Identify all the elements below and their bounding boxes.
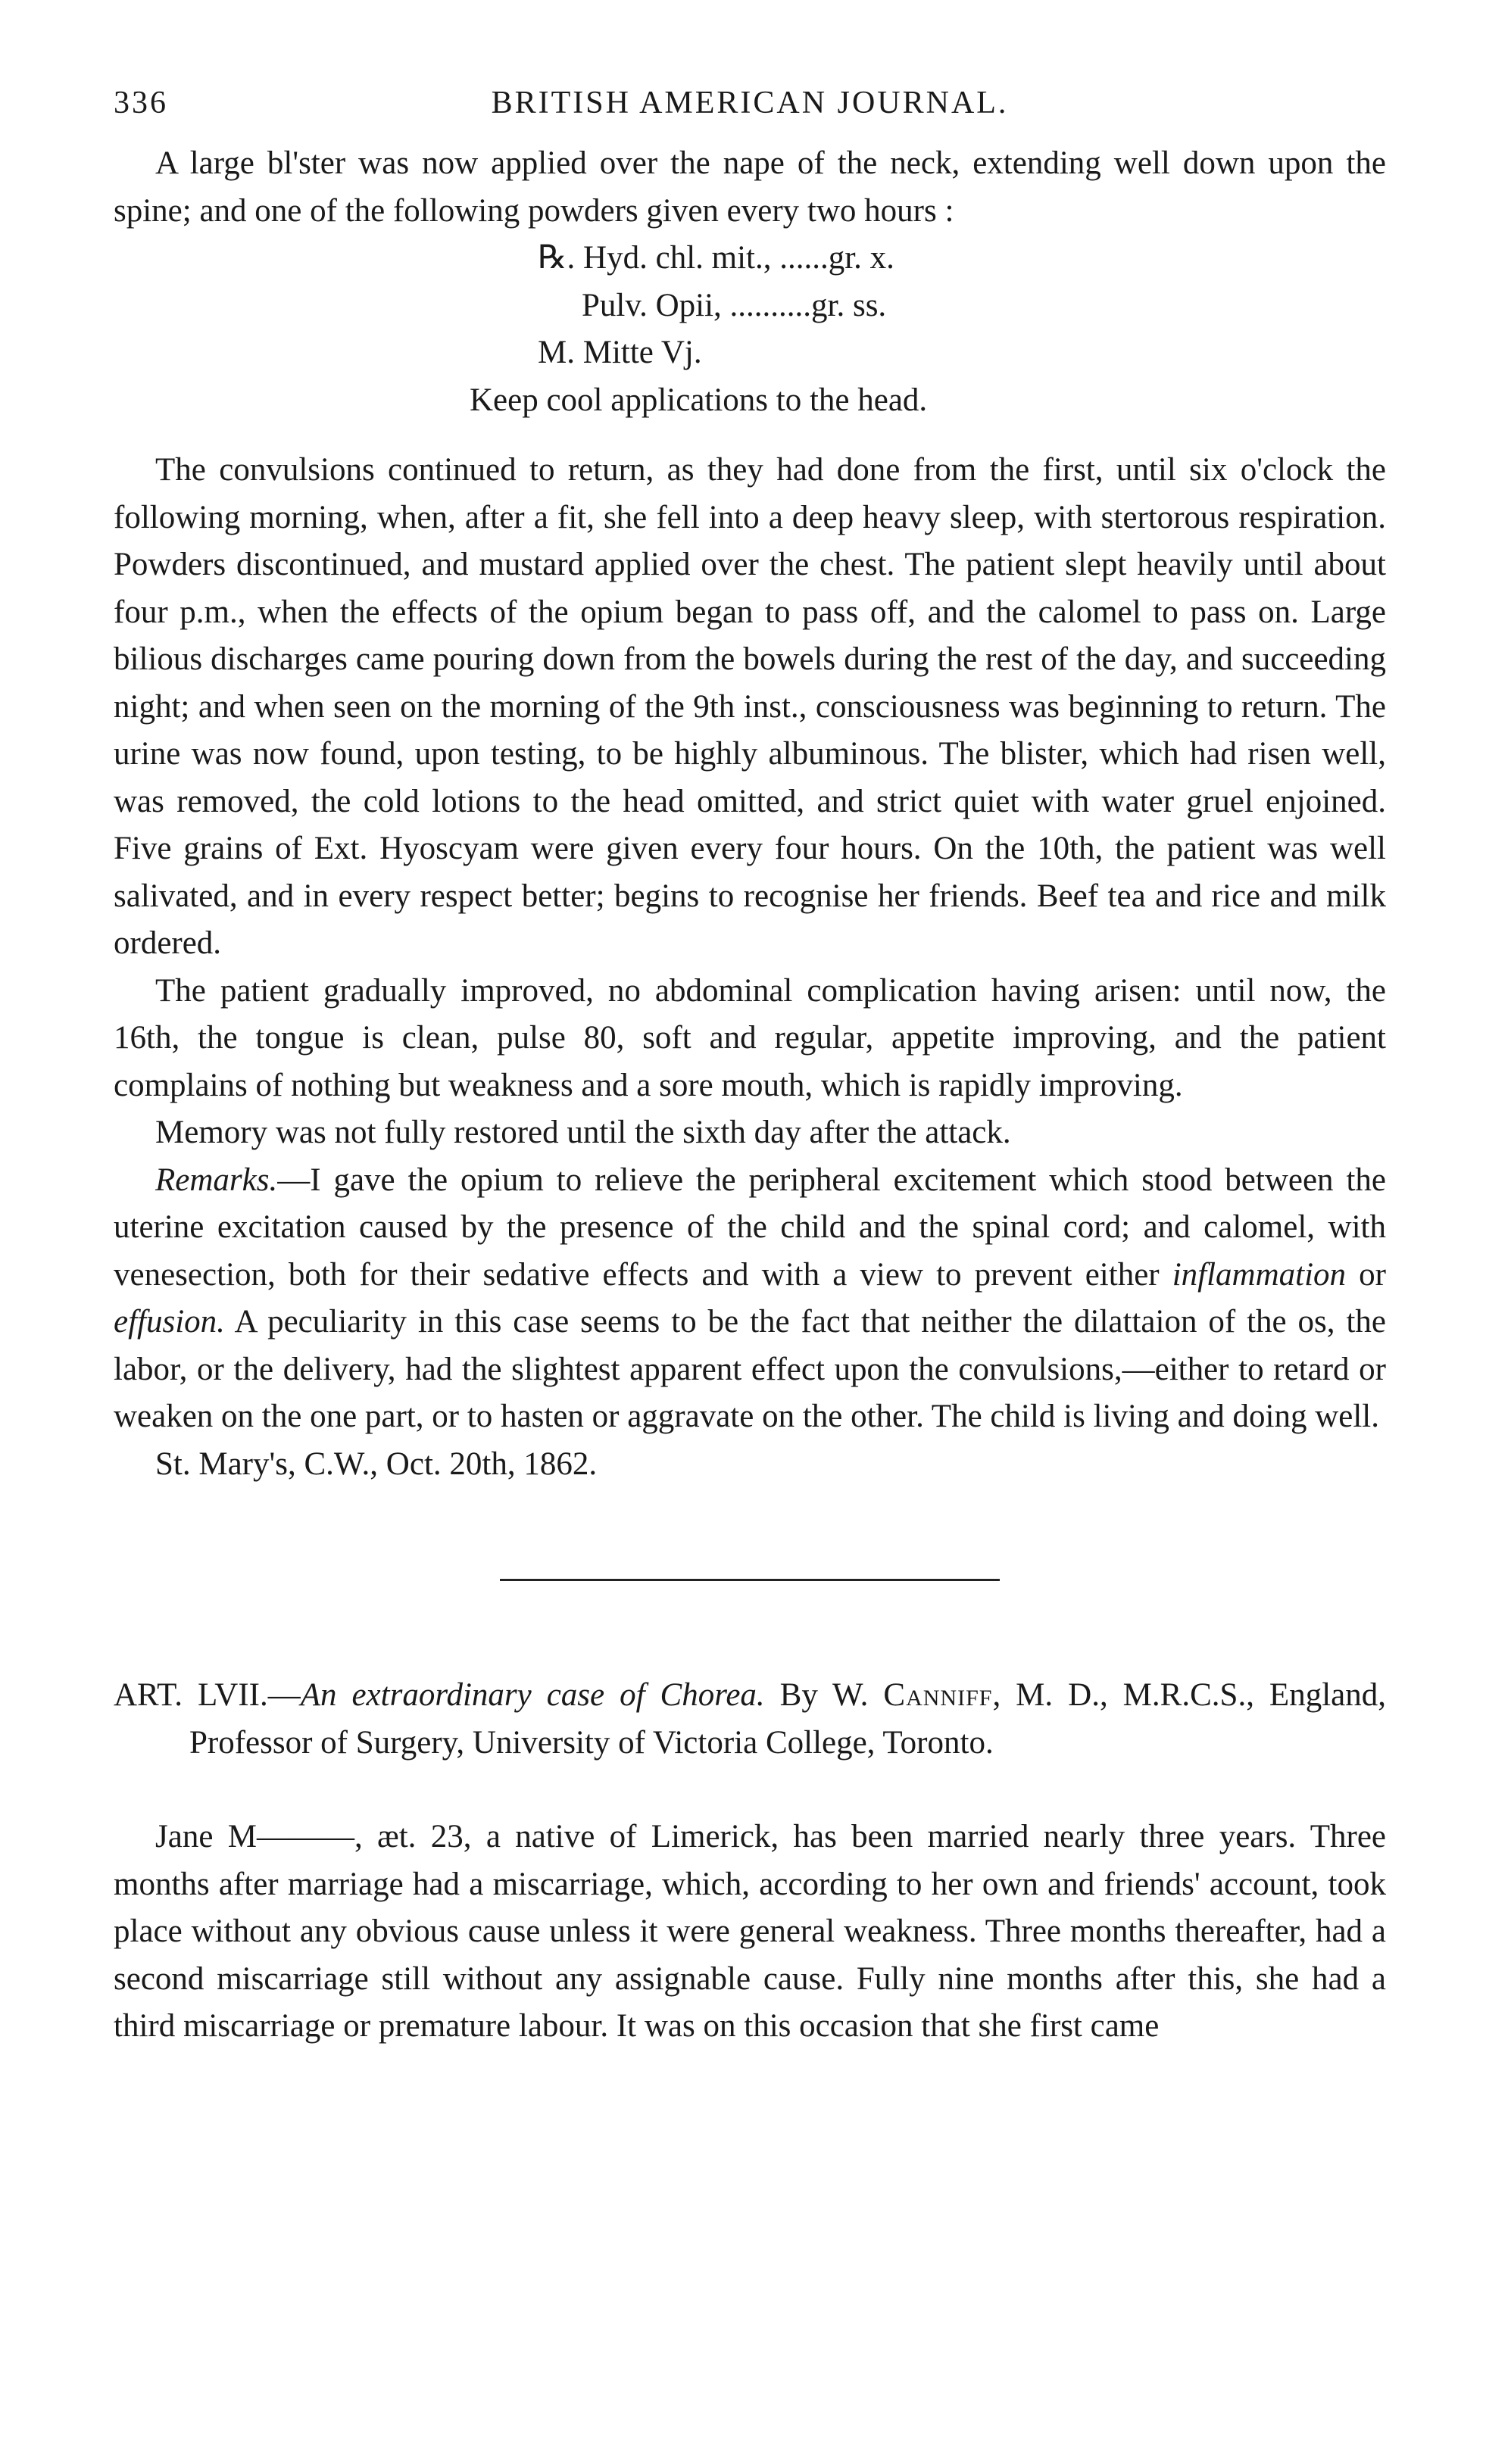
body-paragraph: The patient gradually improved, no abdominal complication having arisen: until now, the 16th, the tongue is clean, pulse 80, soft and regular, appetite improving, and the patient complains of nothing but weakness and a sore mouth, which is rapidly improving. bbox=[114, 972, 1386, 1103]
section-divider bbox=[500, 1579, 1000, 1581]
article-label: ART. LVII.— bbox=[114, 1677, 301, 1713]
remarks-text: or bbox=[1346, 1256, 1386, 1293]
remarks-term: inflammation bbox=[1172, 1256, 1347, 1293]
article-credentials: , M. D., M.R.C.S., England, Professor of Surgery, University of Victoria College, Toronto. bbox=[189, 1677, 1386, 1761]
remarks-text: A peculiarity in this case seems to be the fact that neither the dilattaion of the os, the labor, or the delivery, had the slightest apparent effect upon the convulsions,—either to retard or weaken on the one part, or to hasten or aggravate on the other. The child is living and doing well. bbox=[114, 1304, 1386, 1434]
article-heading bbox=[114, 1672, 1386, 1767]
case-paragraph: Jane M———, æt. 23, a native of Limerick, has been married nearly three years. Three months after marriage had a miscarriage, which, according to her own and friends' account, took place without any obvious cause unless it were general weakness. Three months thereafter, had a second miscarriage still without any assignable cause. Fully nine months after this, she had a third miscarriage or premature labour. It was on this occasion that she first came bbox=[114, 1819, 1386, 2044]
remarks-label: Remarks. bbox=[155, 1162, 278, 1198]
prescription bbox=[470, 235, 1386, 424]
remarks-paragraph bbox=[114, 1157, 1386, 1441]
prescription-line: M. Mitte Vj. bbox=[538, 335, 702, 370]
body-paragraph: The convulsions continued to return, as they had done from the first, until six o'clock the following morning, when, after a fit, she fell into a deep heavy sleep, with stertorous respiration. Powders discontinued, and mustard applied over the chest. The patient slept heavily until about four p.m., when the effects of the opium began to pass off, and the calomel to pass on. Large bilious discharges came pouring down from the bowels during the rest of the day, and succeeding night; and when seen on the morning of the 9th inst., consciousness was beginning to return. The urine was now found, upon testing, to be highly albuminous. The blister, which had risen well, was removed, the cold lotions to the head omitted, and strict quiet with water gruel enjoined. Five grains of Ext. Hyoscyam were given every four hours. On the 10th, the patient was well salivated, and in every respect better; begins to recognise her friends. Beef tea and rice and milk ordered. bbox=[114, 452, 1386, 961]
article-byline: By W. bbox=[764, 1677, 884, 1713]
prescription-line: ℞. Hyd. chl. mit., ......gr. x. bbox=[538, 240, 894, 276]
page-header bbox=[114, 72, 1386, 140]
remarks-term: effusion. bbox=[114, 1304, 225, 1340]
prescription-line: Pulv. Opii, ..........gr. ss. bbox=[582, 287, 887, 323]
remarks-text: —I gave the opium to relieve the peripheral excitement which stood between the uterine excitation caused by the presence of the child and the spinal cord; and calomel, with venesection, both for their sedative effects and with a view to prevent either bbox=[114, 1162, 1386, 1293]
page-number: 336 bbox=[114, 86, 168, 120]
journal-page bbox=[114, 72, 1386, 2051]
running-head: BRITISH AMERICAN JOURNAL. bbox=[491, 86, 1009, 120]
article-title: An extraordinary case of Chorea. bbox=[300, 1677, 765, 1713]
signoff: St. Mary's, C.W., Oct. 20th, 1862. bbox=[155, 1446, 598, 1482]
body-paragraph: Memory was not fully restored until the sixth day after the attack. bbox=[155, 1115, 1011, 1150]
intro-paragraph: A large bl'ster was now applied over the nape of the neck, extending well down upon the spine; and one of the following powders given every two hours : bbox=[114, 145, 1386, 229]
prescription-instruction: Keep cool applications to the head. bbox=[470, 382, 928, 418]
article-author: Canniff bbox=[883, 1677, 993, 1713]
